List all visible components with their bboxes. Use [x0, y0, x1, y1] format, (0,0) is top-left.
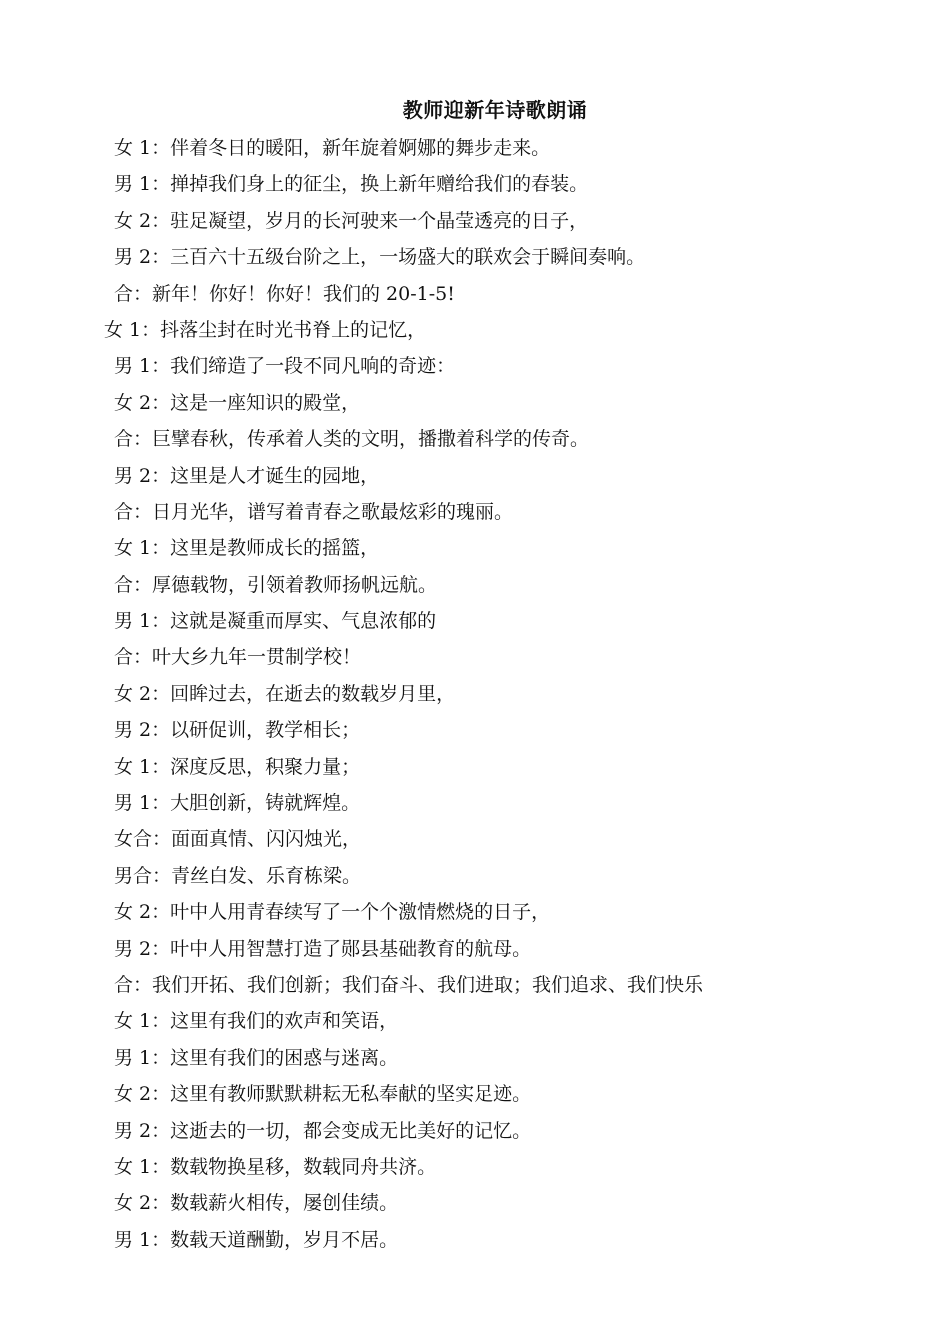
speaker-label: 女 1： — [114, 1155, 171, 1178]
line-text: 数载天道酬勤，岁月不居。 — [170, 1228, 399, 1251]
line-text: 这里是教师成长的摇篮， — [170, 537, 380, 560]
speaker-label: 合： — [114, 282, 153, 305]
poem-line — [0, 1113, 950, 1149]
poem-line — [0, 858, 950, 894]
speaker-label: 男 2： — [114, 937, 171, 960]
line-text: 新年！你好！你好！我们的 20-1-5! — [152, 282, 455, 305]
line-text: 这里有我们的困惑与迷离。 — [170, 1046, 399, 1069]
line-text: 掸掉我们身上的征尘，换上新年赠给我们的春装。 — [170, 173, 589, 196]
poem-line — [0, 967, 950, 1003]
poem-line — [0, 530, 950, 566]
poem-line — [0, 1076, 950, 1112]
line-text: 日月光华，谱写着青春之歌最炫彩的瑰丽。 — [152, 500, 514, 523]
poem-line — [0, 785, 950, 821]
speaker-label: 女 2： — [114, 682, 171, 705]
speaker-label: 合： — [114, 428, 153, 451]
line-text: 叶中人用青春续写了一个个激情燃烧的日子， — [170, 901, 551, 924]
poem-line — [0, 203, 950, 239]
line-text: 这里有我们的欢声和笑语， — [170, 1010, 399, 1033]
speaker-label: 女 2： — [114, 1192, 171, 1215]
speaker-label: 合： — [114, 973, 153, 996]
line-text: 巨擘春秋，传承着人类的文明，播撒着科学的传奇。 — [152, 428, 590, 451]
speaker-label: 女 1： — [114, 755, 171, 778]
line-text: 叶大乡九年一贯制学校！ — [152, 646, 362, 669]
speaker-label: 男 1： — [114, 173, 171, 196]
speaker-label: 男 2： — [114, 719, 171, 742]
poem-line — [0, 712, 950, 748]
poem-line — [0, 676, 950, 712]
line-text: 面面真情、闪闪烛光， — [171, 828, 362, 851]
line-text: 驻足凝望，岁月的长河驶来一个晶莹透亮的日子， — [170, 209, 589, 232]
poem-line — [0, 567, 950, 603]
speaker-label: 男 2： — [114, 246, 171, 269]
line-text: 抖落尘封在时光书脊上的记忆， — [160, 318, 427, 341]
speaker-label: 女 1： — [114, 137, 171, 159]
line-text: 厚德载物，引领着教师扬帆远航。 — [152, 573, 438, 596]
speaker-label: 女 1： — [114, 537, 171, 560]
poem-line — [0, 421, 950, 457]
speaker-label: 合： — [114, 573, 153, 596]
line-text: 这就是凝重而厚实、气息浓郁的 — [170, 610, 437, 633]
line-text: 回眸过去，在逝去的数载岁月里， — [170, 682, 456, 705]
line-text: 以研促训，教学相长； — [170, 719, 361, 742]
speaker-label: 女 1： — [104, 318, 161, 341]
line-text: 这里是人才诞生的园地， — [170, 464, 380, 487]
poem-line — [0, 494, 950, 530]
speaker-label: 合： — [114, 646, 153, 669]
line-text: 大胆创新，铸就辉煌。 — [170, 792, 361, 815]
line-text: 深度反思，积聚力量； — [170, 755, 361, 778]
line-text: 青丝白发、乐育栋梁。 — [171, 864, 362, 887]
poem-line — [0, 130, 950, 166]
speaker-label: 合： — [114, 500, 153, 523]
poem-line — [0, 749, 950, 785]
speaker-label: 女合： — [114, 828, 172, 851]
speaker-label: 女 1： — [114, 1010, 171, 1033]
poem-line — [0, 1040, 950, 1076]
poem-line — [0, 312, 950, 348]
speaker-label: 女 2： — [114, 209, 171, 232]
poem-line — [0, 603, 950, 639]
line-text: 我们开拓、我们创新；我们奋斗、我们进取；我们追求、我们快乐 — [152, 973, 704, 996]
poem-line — [0, 894, 950, 930]
line-text: 三百六十五级台阶之上，一场盛大的联欢会于瞬间奏响。 — [170, 246, 646, 269]
speaker-label: 男合： — [114, 864, 172, 887]
speaker-label: 男 1： — [114, 355, 171, 378]
speaker-label: 男 2： — [114, 1119, 171, 1142]
poem-line — [0, 239, 950, 275]
poem-line — [0, 385, 950, 421]
line-text: 叶中人用智慧打造了郧县基础教育的航母。 — [170, 937, 532, 960]
speaker-label: 女 2： — [114, 1083, 171, 1106]
speaker-label: 男 1： — [114, 1228, 171, 1251]
poem-line — [0, 348, 950, 384]
speaker-label: 女 2： — [114, 391, 171, 414]
speaker-label: 男 2： — [114, 464, 171, 487]
poem-line — [0, 166, 950, 202]
line-text: 数载物换星移，数载同舟共济。 — [170, 1155, 437, 1178]
poem-line — [0, 276, 950, 312]
poem-line — [0, 1149, 950, 1185]
line-text: 这里有教师默默耕耘无私奉献的坚实足迹。 — [170, 1083, 532, 1106]
poem-line — [0, 639, 950, 675]
line-text: 数载薪火相传，屡创佳绩。 — [170, 1192, 399, 1215]
speaker-label: 男 1： — [114, 1046, 171, 1069]
line-text: 伴着冬日的暖阳，新年旋着婀娜的舞步走来。 — [170, 137, 551, 159]
speaker-label: 女 2： — [114, 901, 171, 924]
poem-line — [0, 1003, 950, 1039]
line-text: 这逝去的一切，都会变成无比美好的记忆。 — [170, 1119, 532, 1142]
poem-line — [0, 1185, 950, 1221]
poem-lines — [0, 130, 950, 1258]
document-title: 教师迎新年诗歌朗诵 — [402, 98, 588, 122]
poem-line — [0, 931, 950, 967]
speaker-label: 男 1： — [114, 792, 171, 815]
line-text: 这是一座知识的殿堂， — [170, 391, 361, 414]
poem-line — [0, 1222, 950, 1258]
speaker-label: 男 1： — [114, 610, 171, 633]
poem-line — [0, 458, 950, 494]
line-text: 我们缔造了一段不同凡响的奇迹： — [170, 355, 456, 378]
poem-line — [0, 821, 950, 857]
